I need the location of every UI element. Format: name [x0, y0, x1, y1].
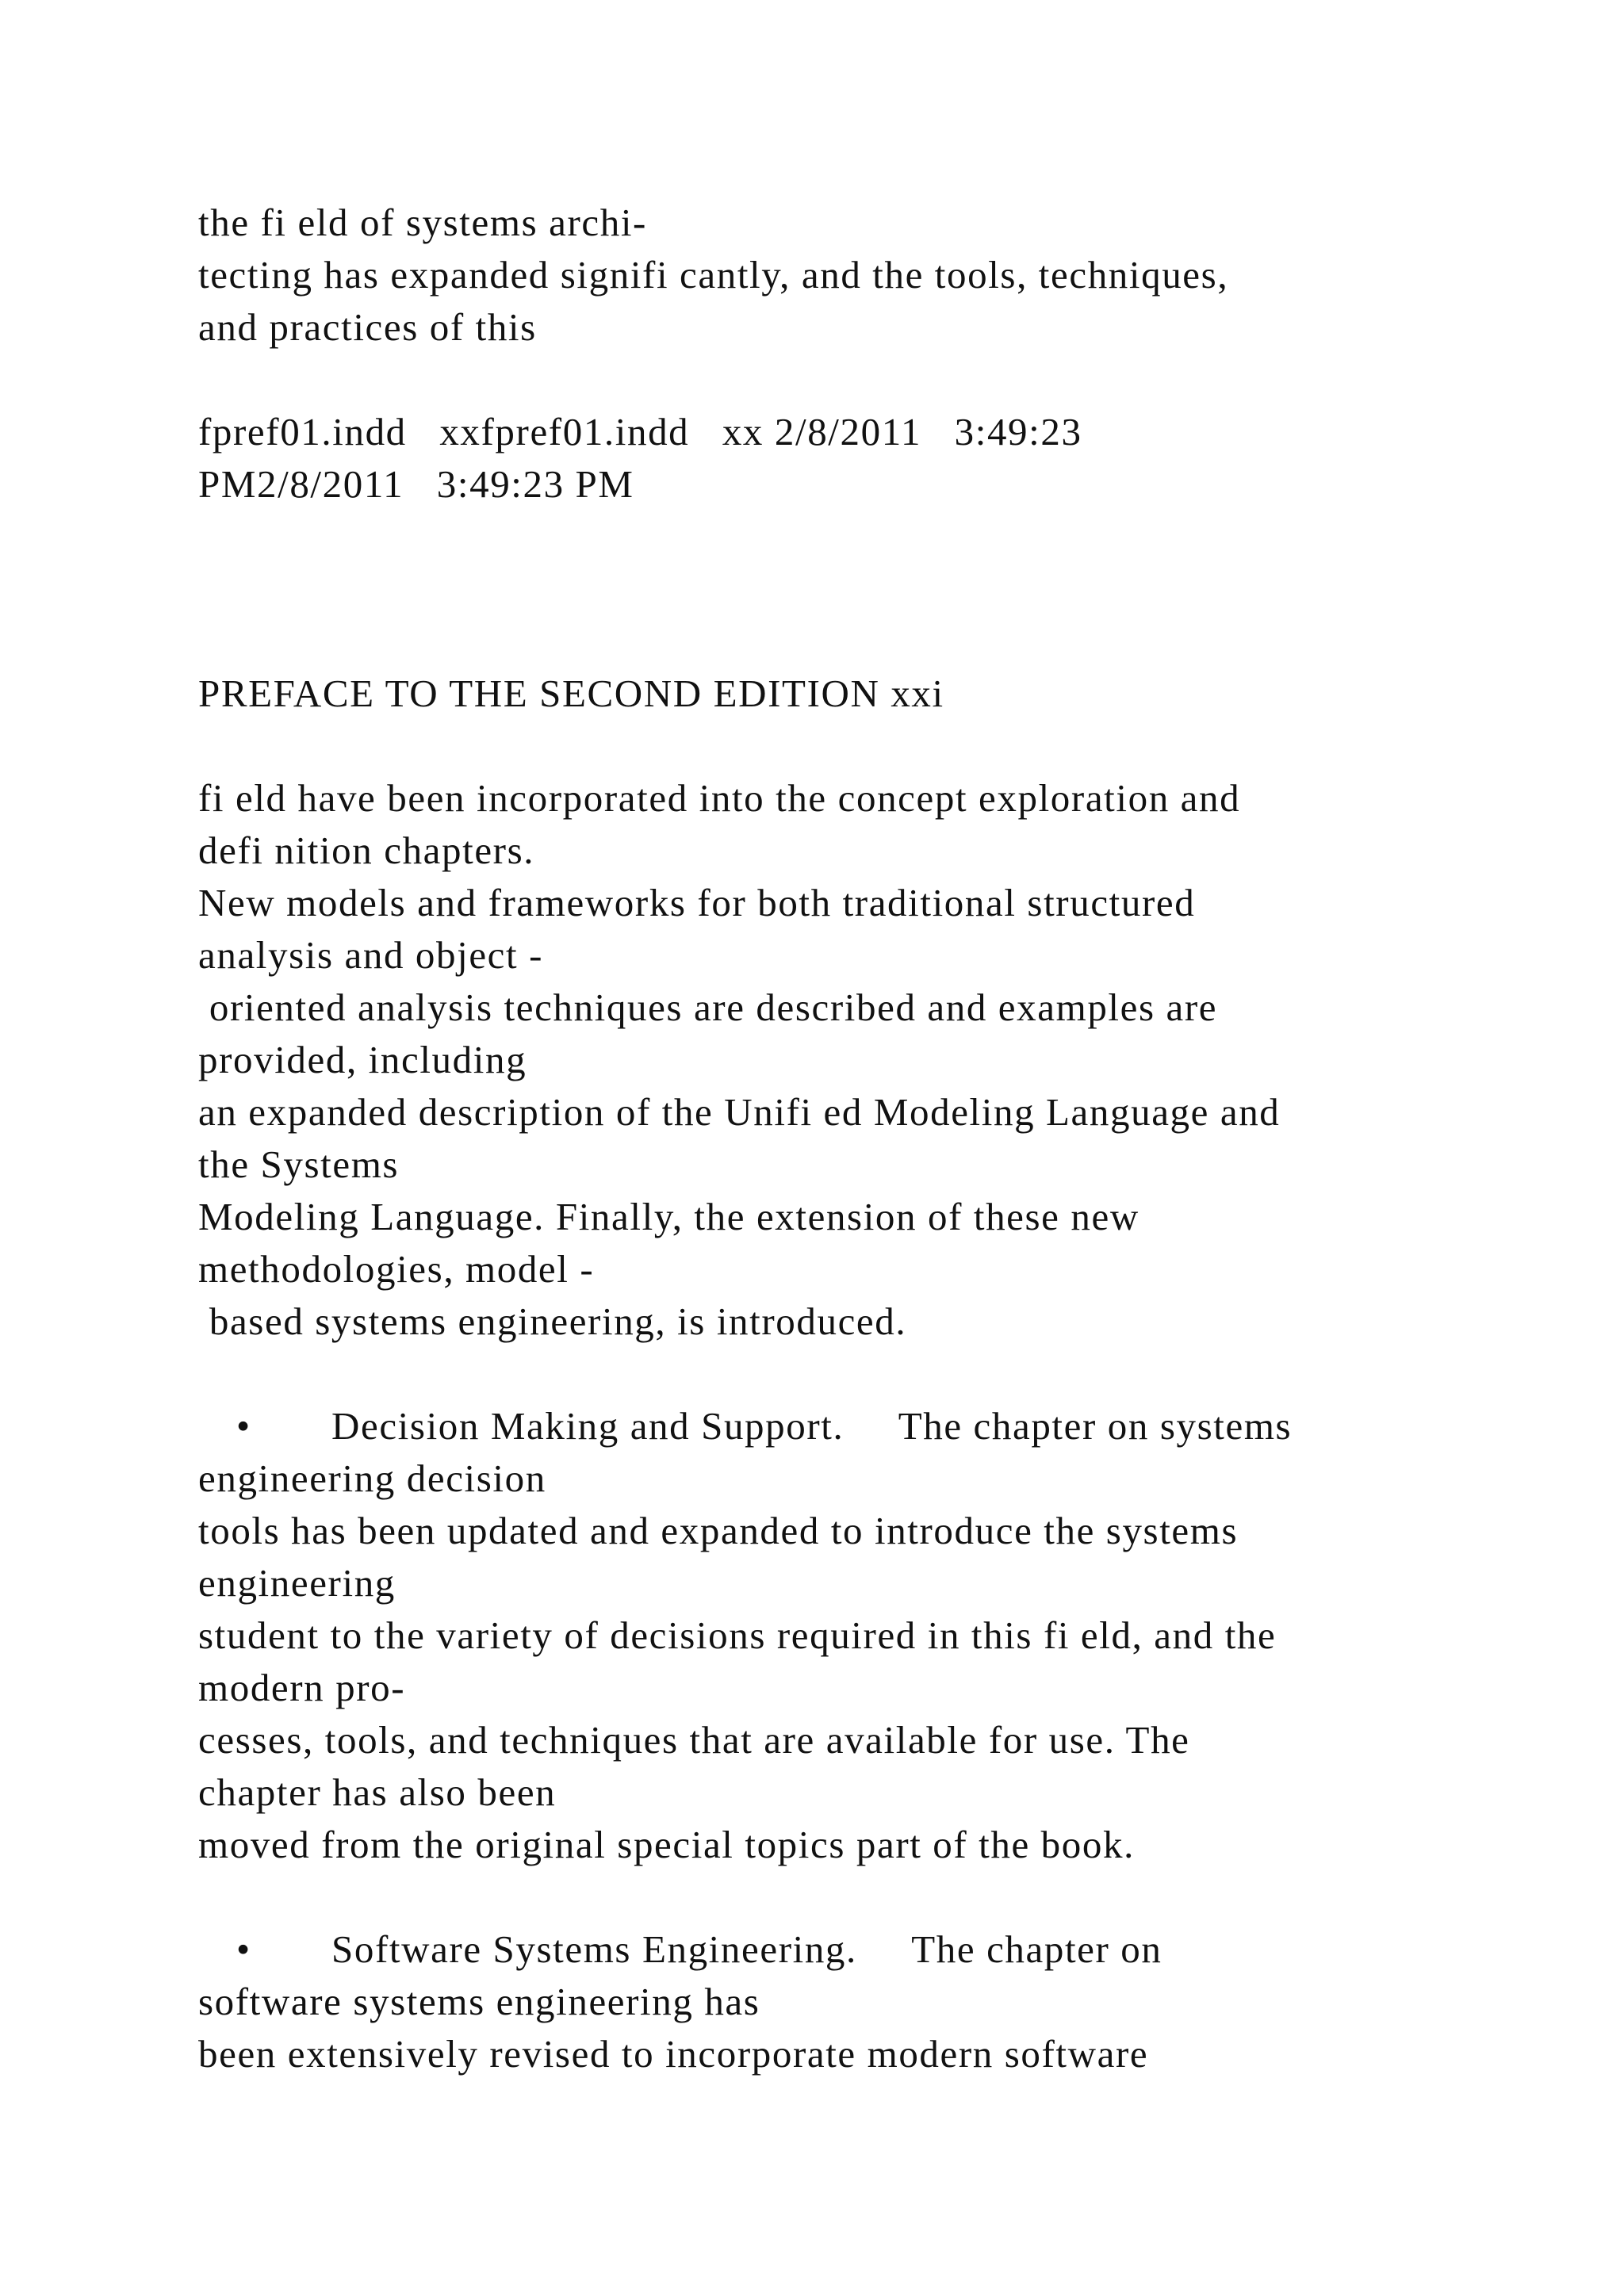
text-line: the Systems	[198, 1142, 400, 1186]
text-line: moved from the original special topics part of the book.	[198, 1823, 1135, 1866]
running-head: PREFACE TO THE SECOND EDITION xxi	[198, 672, 944, 715]
text-line: an expanded description of the Unifi ed Modeling Language and	[198, 1090, 1281, 1134]
text-line: the fi eld of systems archi-	[198, 201, 647, 244]
blank-line	[198, 1871, 1499, 1923]
paragraph-intro	[198, 197, 1499, 354]
text-line: methodologies, model -	[198, 1247, 595, 1291]
text-line: engineering	[198, 1561, 396, 1605]
blank-gap	[198, 511, 1499, 668]
text-line: and practices of this	[198, 305, 537, 349]
text-line: oriented analysis techniques are described and examples are	[198, 985, 1218, 1029]
bullet-decision-making	[198, 1400, 1499, 1871]
text-line: been extensively revised to incorporate modern software	[198, 2032, 1149, 2076]
bullet-software-systems	[198, 1923, 1499, 2080]
bullet-first-line	[198, 1923, 1499, 1976]
text-line: engineering decision	[198, 1456, 546, 1500]
text-line: analysis and object -	[198, 933, 544, 977]
text-line: student to the variety of decisions required in this fi eld, and the	[198, 1613, 1277, 1657]
blank-line	[198, 354, 1499, 406]
text-line: Modeling Language. Finally, the extension of these new	[198, 1195, 1139, 1238]
slug-line: fpref01.indd xxfpref01.indd xx 2/8/2011 3:49:23	[198, 410, 1082, 453]
paragraph-models	[198, 772, 1499, 1348]
blank-line	[198, 1348, 1499, 1400]
text-line: fi eld have been incorporated into the concept exploration and	[198, 776, 1241, 820]
text-line: tecting has expanded signifi cantly, and the tools, techniques,	[198, 253, 1229, 297]
footer-slug	[198, 406, 1499, 511]
text-line: New models and frameworks for both traditional structured	[198, 881, 1196, 924]
document-page	[198, 197, 1499, 2080]
bullet-heading-text: Software Systems Engineering. The chapter on	[331, 1927, 1162, 1971]
text-line: provided, including	[198, 1038, 527, 1081]
text-line: chapter has also been	[198, 1770, 557, 1814]
text-line: based systems engineering, is introduced.	[198, 1299, 907, 1343]
bullet-first-line	[198, 1400, 1499, 1452]
text-line: tools has been updated and expanded to introduce the systems	[198, 1509, 1239, 1552]
bullet-icon: •	[236, 1927, 251, 1971]
bullet-icon: •	[236, 1404, 251, 1448]
slug-line: PM2/8/2011 3:49:23 PM	[198, 462, 634, 506]
text-line: modern pro-	[198, 1666, 406, 1709]
text-line: defi nition chapters.	[198, 828, 535, 872]
blank-line	[198, 720, 1499, 772]
text-line: cesses, tools, and techniques that are available for use. The	[198, 1718, 1190, 1762]
bullet-heading-text: Decision Making and Support. The chapter on systems	[331, 1404, 1293, 1448]
text-line: software systems engineering has	[198, 1980, 760, 2023]
